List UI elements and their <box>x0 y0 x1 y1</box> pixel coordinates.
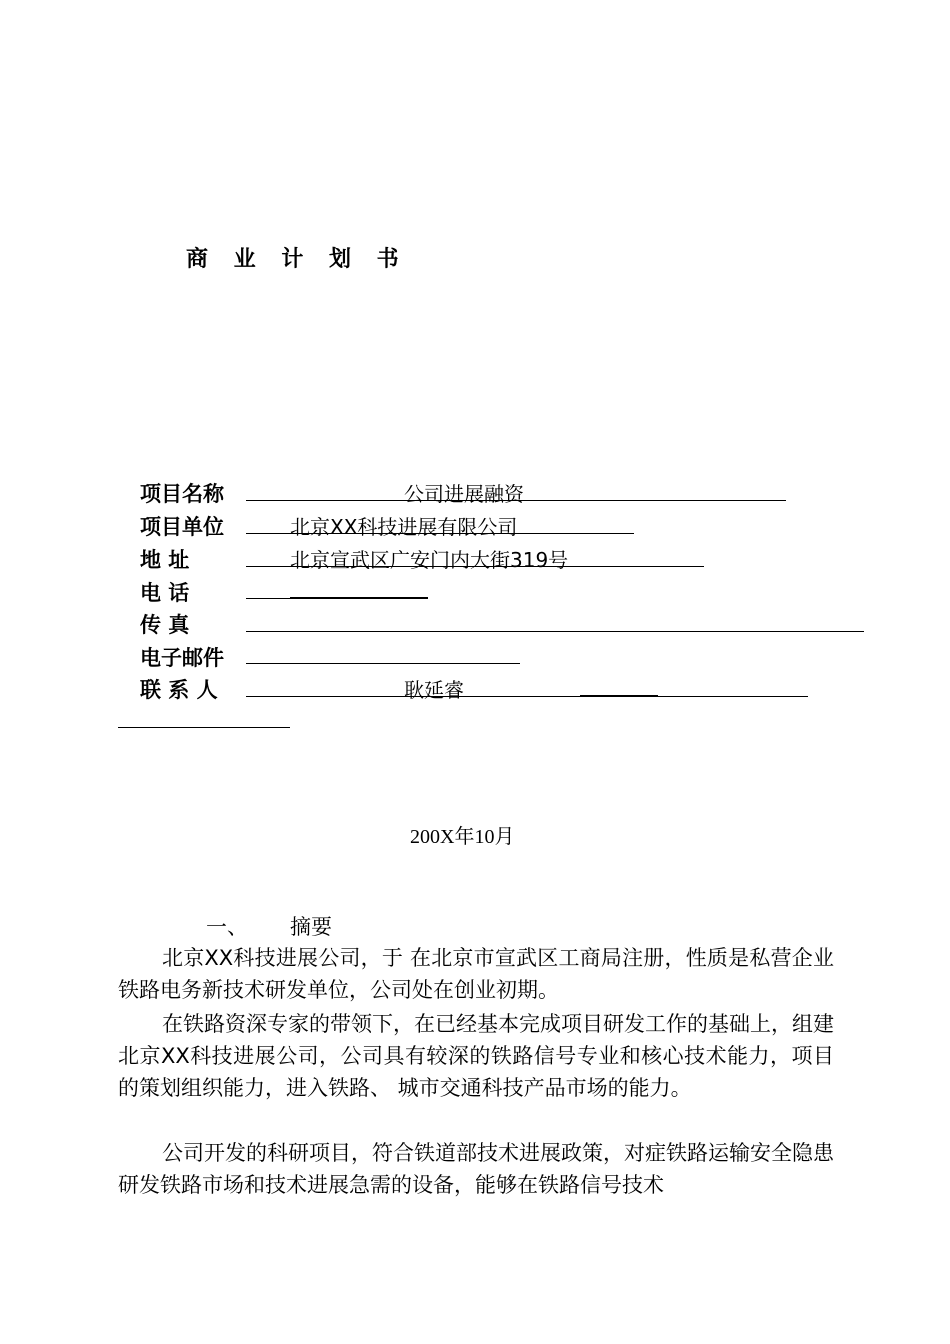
paragraph-2: 在铁路资深专家的带领下，在已经基本完成项目研发工作的基础上，组建北京XX科技进展公司，公司具有较深的铁路信号专业和核心技术能力，项目的策划组织能力，进入铁路、 城市交通科技产品市场的能力。 <box>118 1012 834 1100</box>
field-value-contact: 耿延睿 <box>404 678 464 702</box>
document-date: 200X年10月 <box>410 826 515 848</box>
document-title: 商 业 计 划 书 <box>186 247 408 272</box>
section-number: 一、 <box>206 915 248 939</box>
field-underline-phone-bold <box>290 597 428 599</box>
field-label-project-name: 项目名称 <box>140 482 224 506</box>
field-underline-fax <box>246 631 864 632</box>
field-value-address: 北京宣武区广安门内大街319号 <box>290 548 569 572</box>
field-label-phone: 电 话 <box>140 581 190 605</box>
field-label-address: 地 址 <box>140 548 190 572</box>
paragraph-1: 北京XX科技进展公司，于 在北京市宣武区工商局注册，性质是私营企业铁路电务新技术研发单位，公司处在创业初期。 <box>118 946 834 1002</box>
field-label-contact: 联 系 人 <box>140 678 218 702</box>
field-value-project-name: 公司进展融资 <box>404 482 524 506</box>
field-underline-contact-bold <box>580 695 658 697</box>
field-underline-contact-continued <box>118 727 290 728</box>
field-label-email: 电子邮件 <box>140 646 224 670</box>
field-label-project-unit: 项目单位 <box>140 515 224 539</box>
paragraph-3: 公司开发的科研项目，符合铁道部技术进展政策，对症铁路运输安全隐患研发铁路市场和技术进展急需的设备，能够在铁路信号技术 <box>118 1141 834 1197</box>
field-label-fax: 传 真 <box>140 613 190 637</box>
field-underline-email <box>246 663 520 664</box>
section-title: 摘要 <box>290 915 332 939</box>
field-value-project-unit: 北京XX科技进展有限公司 <box>290 515 518 539</box>
field-underline-contact <box>246 696 808 697</box>
